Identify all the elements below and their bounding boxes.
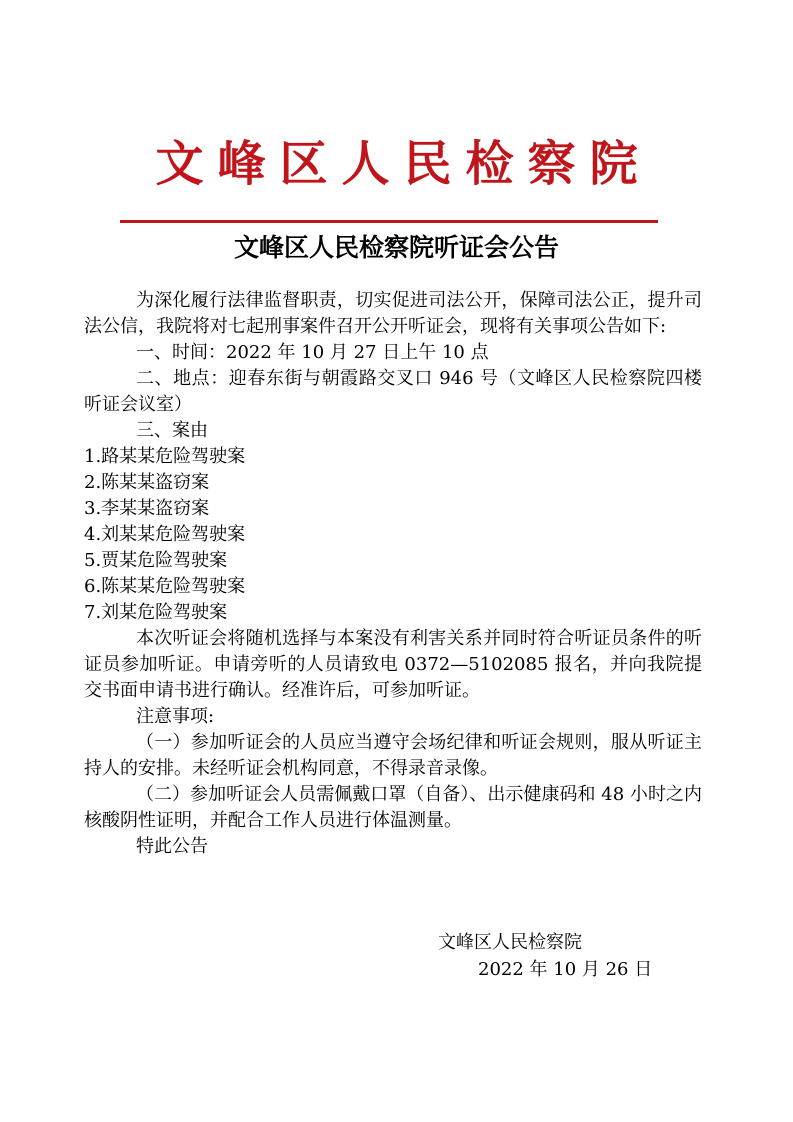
- case-item: 4.刘某某危险驾驶案: [84, 524, 246, 545]
- notes-heading: 注意事项:: [136, 706, 215, 727]
- intro-paragraph: 为深化履行法律监督职责，切实促进司法公开，保障司法公正，提升司法公信，我院将对七起刑事案件召开公开听证会，现将有关事项公告如下:: [84, 290, 702, 337]
- time-line: 一、时间：2022 年 10 月 27 日上午 10 点: [136, 342, 489, 363]
- signature-date: 2022 年 10 月 26 日: [478, 959, 653, 980]
- notice-title: 文峰区人民检察院听证会公告: [233, 233, 559, 262]
- notice-body: [84, 288, 702, 860]
- case-item: 1.路某某危险驾驶案: [84, 446, 246, 467]
- case-item: 3.李某某盗窃案: [84, 498, 210, 519]
- place-line: 二、地点：迎春东街与朝霞路交叉口 946 号（文峰区人民检察院四楼听证会议室）: [84, 368, 702, 415]
- cases-heading: 三、案由: [136, 420, 208, 441]
- selection-paragraph: 本次听证会将随机选择与本案没有利害关系并同时符合听证员条件的听证员参加听证。申请旁听的人员请致电 0372—5102085 报名，并向我院提交书面申请书进行确认。经准许后，可参加听证。: [84, 628, 702, 701]
- note-item-1: （一）参加听证会的人员应当遵守会场纪律和听证会规则，服从听证主持人的安排。未经听证会机构同意，不得录音录像。: [84, 732, 702, 779]
- organization-header: 文峰区人民检察院: [155, 136, 652, 192]
- case-item: 6.陈某某危险驾驶案: [84, 576, 246, 597]
- closing-line: 特此公告: [136, 836, 208, 857]
- case-item: 7.刘某危险驾驶案: [84, 602, 228, 623]
- signature-organization: 文峰区人民检察院: [438, 932, 582, 953]
- note-item-2: （二）参加听证会人员需佩戴口罩（自备）、出示健康码和 48 小时之内核酸阴性证明，并配合工作人员进行体温测量。: [84, 784, 702, 831]
- case-item: 5.贾某危险驾驶案: [84, 550, 228, 571]
- case-item: 2.陈某某盗窃案: [84, 472, 210, 493]
- red-divider-line: [120, 220, 658, 223]
